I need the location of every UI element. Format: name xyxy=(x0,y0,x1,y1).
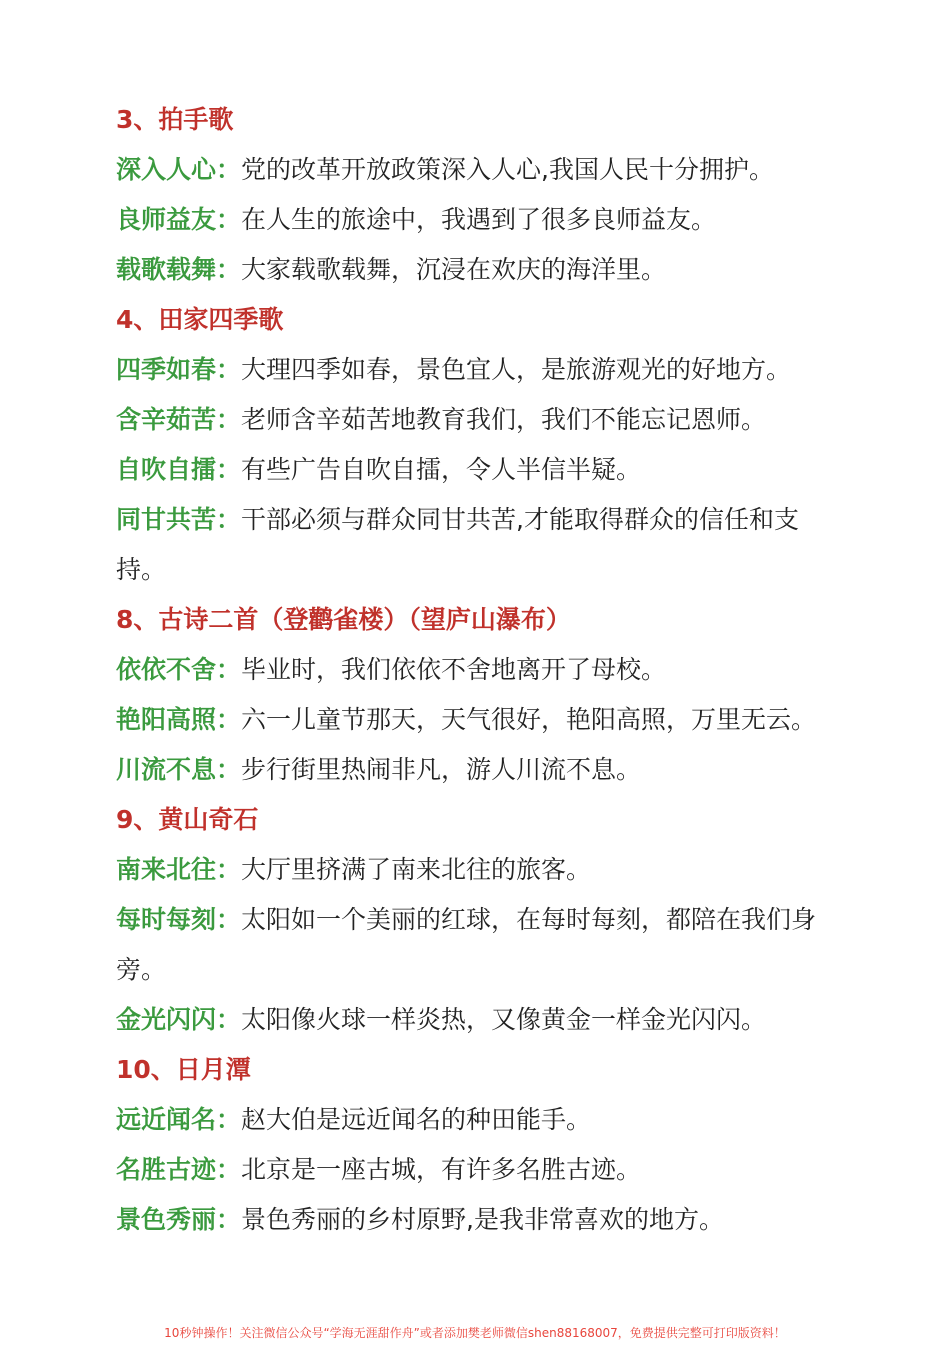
example-sentence: 景色秀丽的乡村原野,是我非常喜欢的地方。 xyxy=(241,1205,724,1234)
idiom-entry xyxy=(116,1195,846,1245)
idiom-entry xyxy=(116,845,846,895)
example-sentence: 大理四季如春，景色宜人，是旅游观光的好地方。 xyxy=(241,355,792,384)
idiom-entry xyxy=(116,195,846,245)
idiom-entry xyxy=(116,695,846,745)
idiom-entry xyxy=(116,1095,846,1145)
example-sentence: 大厅里挤满了南来北往的旅客。 xyxy=(241,855,592,884)
idiom-term: 景色秀丽： xyxy=(116,1205,242,1234)
idiom-term: 依依不舍： xyxy=(116,655,242,684)
example-sentence: 步行街里热闹非凡，游人川流不息。 xyxy=(241,755,642,784)
idiom-entry xyxy=(116,995,846,1045)
idiom-term: 载歌载舞： xyxy=(116,255,242,284)
example-sentence: 有些广告自吹自擂，令人半信半疑。 xyxy=(241,455,642,484)
idiom-entry xyxy=(116,645,846,695)
section-heading: 8、古诗二首（登鹳雀楼）（望庐山瀑布） xyxy=(116,605,571,634)
idiom-term: 良师益友： xyxy=(116,205,242,234)
idiom-entry xyxy=(116,445,846,495)
idiom-entry xyxy=(116,245,846,295)
idiom-term: 同甘共苦： xyxy=(116,505,242,534)
footer-note: 10秒钟操作！关注微信公众号“学海无涯甜作舟”或者添加樊老师微信shen88168007，免费提供完整可打印版资料！ xyxy=(164,1326,786,1340)
idiom-term: 深入人心： xyxy=(116,155,242,184)
example-sentence: 太阳如一个美丽的红球，在每时每刻，都陪在我们身旁。 xyxy=(116,905,817,984)
example-sentence: 在人生的旅途中，我遇到了很多良师益友。 xyxy=(241,205,717,234)
example-sentence: 北京是一座古城，有许多名胜古迹。 xyxy=(241,1155,642,1184)
section-heading: 10、日月潭 xyxy=(116,1055,251,1084)
idiom-term: 艳阳高照： xyxy=(116,705,242,734)
idiom-list xyxy=(116,95,846,1245)
section-heading: 3、拍手歌 xyxy=(116,105,234,134)
example-sentence: 太阳像火球一样炎热，又像黄金一样金光闪闪。 xyxy=(241,1005,767,1034)
section-heading: 9、黄山奇石 xyxy=(116,805,259,834)
idiom-term: 金光闪闪： xyxy=(116,1005,242,1034)
idiom-term: 含辛茹苦： xyxy=(116,405,242,434)
example-sentence: 老师含辛茹苦地教育我们，我们不能忘记恩师。 xyxy=(241,405,767,434)
example-sentence: 六一儿童节那天，天气很好，艳阳高照，万里无云。 xyxy=(241,705,817,734)
idiom-entry xyxy=(116,1145,846,1195)
idiom-term: 南来北往： xyxy=(116,855,242,884)
example-sentence: 赵大伯是远近闻名的种田能手。 xyxy=(241,1105,592,1134)
example-sentence: 毕业时，我们依依不舍地离开了母校。 xyxy=(241,655,667,684)
idiom-term: 川流不息： xyxy=(116,755,242,784)
example-sentence: 干部必须与群众同甘共苦,才能取得群众的信任和支持。 xyxy=(116,505,799,584)
idiom-term: 名胜古迹： xyxy=(116,1155,242,1184)
example-sentence: 党的改革开放政策深入人心,我国人民十分拥护。 xyxy=(241,155,774,184)
idiom-term: 四季如春： xyxy=(116,355,242,384)
idiom-entry xyxy=(116,145,846,195)
idiom-entry xyxy=(116,745,846,795)
idiom-entry xyxy=(116,495,846,595)
example-sentence: 大家载歌载舞，沉浸在欢庆的海洋里。 xyxy=(241,255,667,284)
idiom-entry xyxy=(116,395,846,445)
section-heading: 4、田家四季歌 xyxy=(116,305,284,334)
idiom-term: 自吹自擂： xyxy=(116,455,242,484)
idiom-term: 每时每刻： xyxy=(116,905,242,934)
idiom-entry xyxy=(116,895,846,995)
idiom-term: 远近闻名： xyxy=(116,1105,242,1134)
idiom-entry xyxy=(116,345,846,395)
